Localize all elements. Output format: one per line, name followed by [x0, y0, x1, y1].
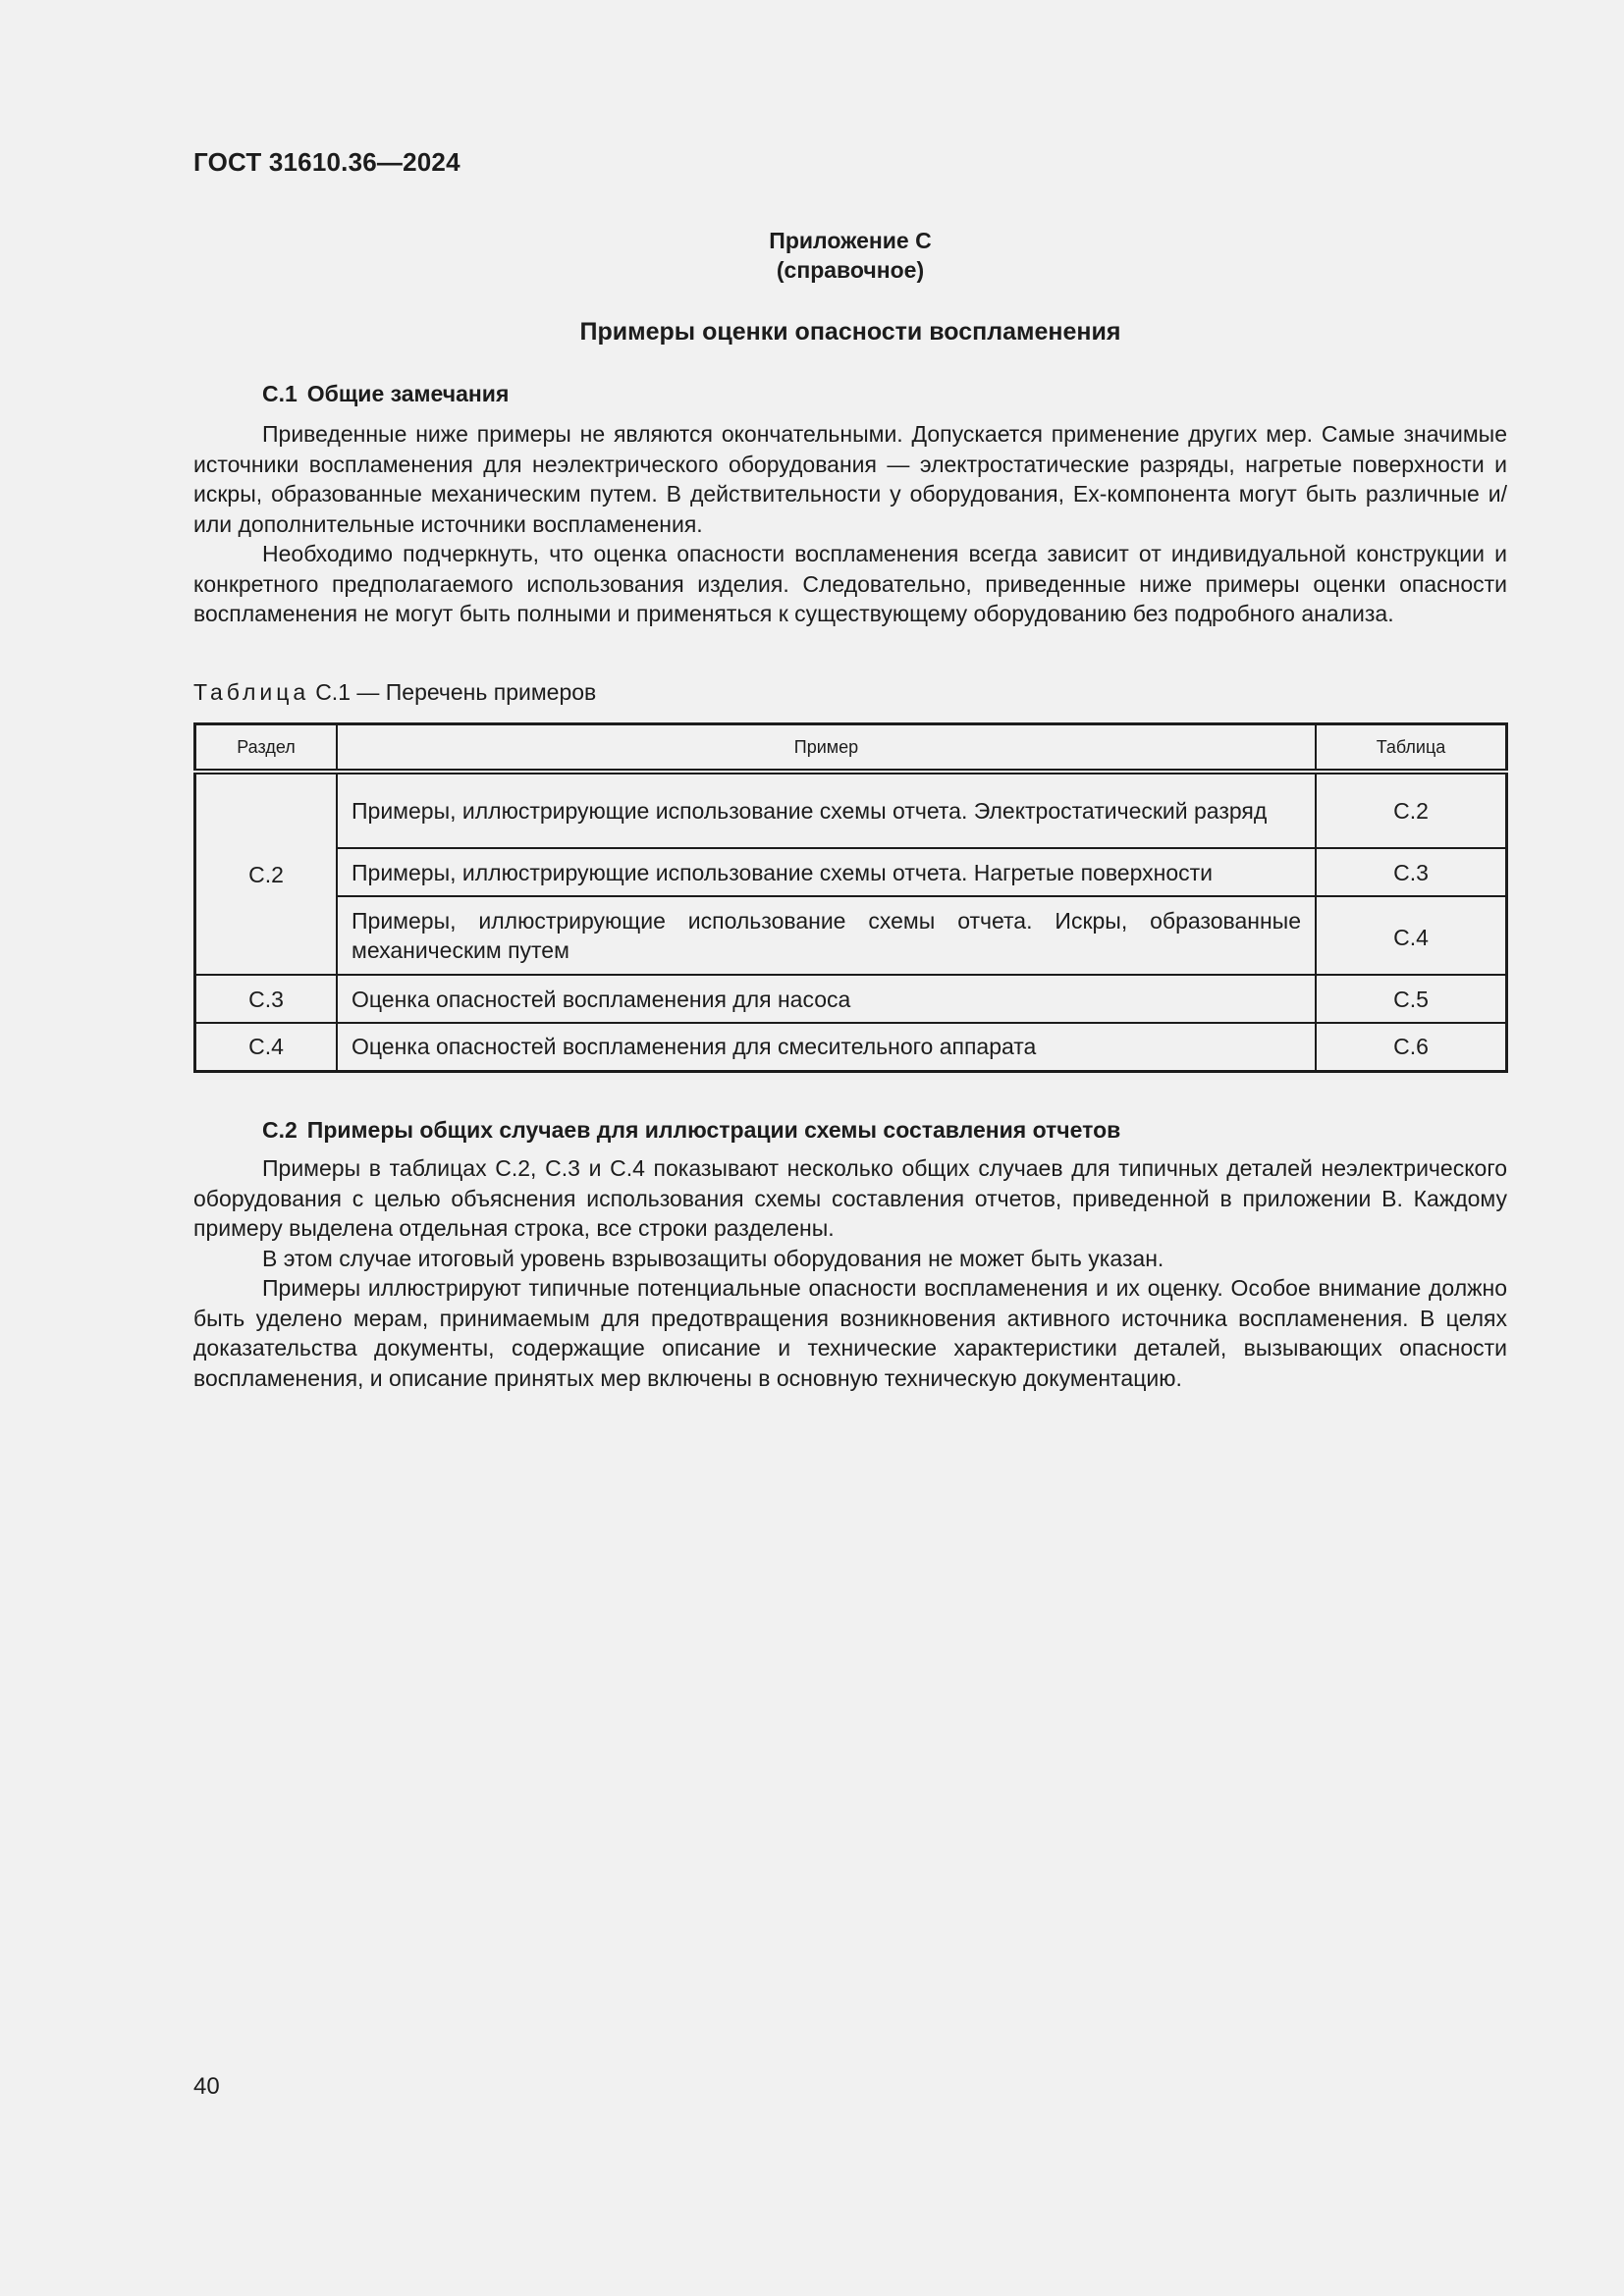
table-row [195, 896, 1507, 975]
table-row [195, 772, 1507, 848]
cell-example: Оценка опасностей воспламенения для насоса [337, 975, 1316, 1023]
paragraph: Приведенные ниже примеры не являются окончательными. Допускается применение других мер. Самые значимые источники воспламенения для неэлектрического оборудования — электростатические разряды, нагретые поверхности и искры, образованные механическим путем. В действительности у оборудования, Ех-компонента могут быть различные и/или дополнительные источники воспламенения. [193, 421, 1507, 537]
document-page [193, 0, 1507, 2296]
page-number: 40 [193, 2073, 220, 2100]
cell-example: Оценка опасностей воспламенения для смесительного аппарата [337, 1023, 1316, 1071]
cell-table: С.2 [1316, 772, 1507, 848]
cell-table: С.4 [1316, 896, 1507, 975]
section-c1-text [193, 419, 1507, 629]
annex-heading [193, 226, 1507, 285]
annex-status: (справочное) [776, 257, 925, 283]
cell-example: Примеры, иллюстрирующие использование схемы отчета. Нагретые поверхности [337, 848, 1316, 896]
table-row [195, 848, 1507, 896]
cell-section: С.3 [195, 975, 338, 1023]
cell-table: С.3 [1316, 848, 1507, 896]
table-caption-label: Таблица [193, 679, 310, 705]
table-caption-text: С.1 — Перечень примеров [315, 679, 597, 705]
paragraph: Примеры иллюстрируют типичные потенциальные опасности воспламенения и их оценку. Особое внимание должно быть уделено мерам, принимаемым для предотвращения возникновения активного источника воспламенения. В целях доказательства документы, содержащие описание и технические характеристики деталей, вызывающих опасности воспламенения, и описание принятых мер включены в основную техническую документацию. [193, 1275, 1507, 1391]
annex-main-title: Примеры оценки опасности воспламенения [579, 318, 1121, 346]
cell-example: Примеры, иллюстрирующие использование схемы отчета. Электростатический разряд [337, 772, 1316, 848]
examples-table [193, 722, 1508, 1073]
paragraph: Необходимо подчеркнуть, что оценка опасности воспламенения всегда зависит от индивидуальной конструкции и конкретного предполагаемого использования изделия. Следовательно, приведенные ниже примеры оценки опасности воспламенения не могут быть полными и применяться к существующему оборудованию без подробного анализа. [193, 541, 1507, 626]
section-c2-number: С.2 [262, 1117, 298, 1143]
section-c1-number: С.1 [262, 381, 298, 406]
header-example: Пример [337, 724, 1316, 773]
cell-example: Примеры, иллюстрирующие использование схемы отчета. Искры, образованные механическим путем [337, 896, 1316, 975]
section-c1-title: Общие замечания [306, 381, 510, 406]
cell-table: С.6 [1316, 1023, 1507, 1071]
table-header-row [195, 724, 1507, 773]
paragraph: В этом случае итоговый уровень взрывозащиты оборудования не может быть указан. [262, 1245, 1164, 1271]
document-code: ГОСТ 31610.36—2024 [193, 147, 460, 177]
table-caption [193, 679, 596, 706]
section-c1-heading [262, 381, 509, 407]
cell-section: С.4 [195, 1023, 338, 1071]
section-c2-text [193, 1153, 1507, 1393]
table-row [195, 975, 1507, 1023]
paragraph: Примеры в таблицах С.2, С.3 и С.4 показывают несколько общих случаев для типичных деталей неэлектрического оборудования с целью объяснения использования схемы составления отчетов, приведенной в приложении В. Каждому примеру выделена отдельная строка, все строки разделены. [193, 1155, 1507, 1241]
section-c2-title: Примеры общих случаев для иллюстрации схемы составления отчетов [306, 1117, 1121, 1143]
header-section: Раздел [195, 724, 338, 773]
cell-section: С.2 [195, 772, 338, 975]
section-c2-heading [262, 1117, 1120, 1144]
header-table: Таблица [1316, 724, 1507, 773]
table-row [195, 1023, 1507, 1071]
annex-title: Приложение С [769, 228, 932, 253]
cell-table: С.5 [1316, 975, 1507, 1023]
